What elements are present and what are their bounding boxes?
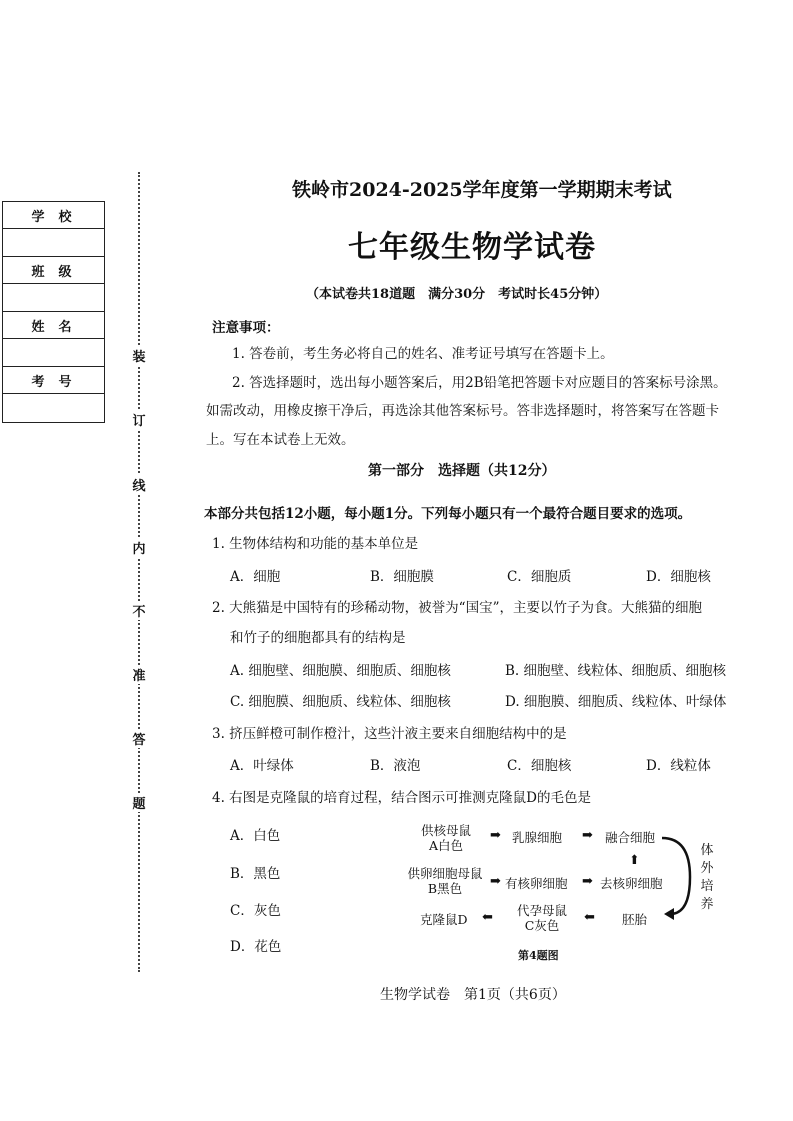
name-field[interactable] bbox=[3, 339, 104, 367]
surrogate-mouse bbox=[512, 903, 572, 933]
arrow-right-icon: ➡ bbox=[582, 874, 593, 889]
binding-char: 订 bbox=[132, 410, 146, 429]
culture-arrow-icon bbox=[660, 834, 696, 920]
q4-option-c[interactable]: C．灰色 bbox=[230, 903, 281, 919]
embryo: 胚胎 bbox=[622, 912, 648, 927]
class-label: 班级 bbox=[3, 257, 104, 284]
page-footer: 生物学试卷 第1页（共6页） bbox=[380, 987, 566, 1003]
figure-caption: 第4题图 bbox=[518, 949, 559, 962]
notice-heading: 注意事项： bbox=[212, 320, 280, 336]
question-2-stem-line-2: 和竹子的细胞都具有的结构是 bbox=[230, 630, 406, 646]
surrogate-color: C灰色 bbox=[524, 918, 560, 933]
fused-cell: 融合细胞 bbox=[605, 830, 656, 845]
exam-number-label: 考号 bbox=[3, 367, 104, 394]
donor-egg-label: 供卵细胞母鼠 bbox=[407, 866, 483, 881]
donor-egg-color: B黑色 bbox=[427, 881, 463, 896]
paper-title: 七年级生物学试卷 bbox=[348, 230, 596, 265]
enucleated-egg-cell: 去核卵细胞 bbox=[600, 876, 663, 891]
question-1-stem: 1. 生物体结构和功能的基本单位是 bbox=[212, 536, 419, 552]
binding-char: 线 bbox=[132, 475, 146, 494]
q4-option-b[interactable]: B．黑色 bbox=[230, 866, 281, 882]
mammary-cell: 乳腺细胞 bbox=[512, 830, 563, 845]
arrow-right-icon: ➡ bbox=[490, 874, 501, 889]
notice-item-1: 1. 答卷前，考生务必将自己的姓名、准考证号填写在答题卡上。 bbox=[232, 346, 614, 362]
nucleated-egg-cell: 有核卵细胞 bbox=[505, 876, 568, 891]
binding-char: 不 bbox=[132, 601, 146, 620]
binding-char: 装 bbox=[132, 346, 146, 365]
binding-char: 内 bbox=[132, 538, 146, 557]
binding-line bbox=[138, 172, 140, 972]
section-title: 第一部分 选择题（共12分） bbox=[368, 463, 556, 479]
arrow-right-icon: ➡ bbox=[582, 828, 593, 843]
q2-option-a[interactable]: A. 细胞壁、细胞膜、细胞质、细胞核 bbox=[230, 663, 451, 679]
donor-nucleus-label: 供核母鼠 bbox=[420, 823, 471, 838]
exam-title: 铁岭市2024-2025学年度第一学期期末考试 bbox=[292, 179, 672, 201]
q3-option-a[interactable]: A．叶绿体 bbox=[230, 758, 294, 774]
exam-number-field[interactable] bbox=[3, 394, 104, 422]
donor-nucleus-mouse bbox=[414, 823, 478, 853]
q2-option-b[interactable]: B. 细胞壁、线粒体、细胞质、细胞核 bbox=[505, 663, 727, 679]
clone-mouse: 克隆鼠D bbox=[420, 912, 468, 927]
notice-item-2-line-3: 上。写在本试卷上无效。 bbox=[206, 432, 355, 448]
q3-option-b[interactable]: B．液泡 bbox=[370, 758, 421, 774]
q4-option-a[interactable]: A．白色 bbox=[230, 828, 281, 844]
in-vitro-culture-label: 体外培养 bbox=[700, 843, 714, 912]
arrow-right-icon: ➡ bbox=[490, 828, 501, 843]
q4-option-d[interactable]: D．花色 bbox=[230, 939, 282, 955]
q2-option-d[interactable]: D. 细胞膜、细胞质、线粒体、叶绿体 bbox=[505, 694, 727, 710]
donor-egg-mouse bbox=[400, 866, 490, 896]
q3-option-c[interactable]: C．细胞核 bbox=[507, 758, 572, 774]
binding-char: 准 bbox=[132, 665, 146, 684]
q3-option-d[interactable]: D．线粒体 bbox=[646, 758, 711, 774]
binding-char: 答 bbox=[132, 729, 146, 748]
q1-option-b[interactable]: B．细胞膜 bbox=[370, 569, 434, 585]
arrow-up-icon: ⬆ bbox=[629, 853, 640, 868]
school-label: 学校 bbox=[3, 202, 104, 229]
name-label: 姓名 bbox=[3, 312, 104, 339]
question-2-stem-line-1: 2. 大熊猫是中国特有的珍稀动物，被誉为“国宝”，主要以竹子为食。大熊猫的细胞 bbox=[212, 600, 702, 616]
section-instruction: 本部分共包括12小题，每小题1分。下列每小题只有一个最符合题目要求的选项。 bbox=[204, 506, 692, 522]
q2-option-c[interactable]: C. 细胞膜、细胞质、线粒体、细胞核 bbox=[230, 694, 451, 710]
student-info-table bbox=[2, 201, 105, 423]
q1-option-d[interactable]: D．细胞核 bbox=[646, 569, 711, 585]
q1-option-c[interactable]: C．细胞质 bbox=[507, 569, 572, 585]
notice-item-2-line-2: 如需改动，用橡皮擦干净后，再选涂其他答案标号。答非选择题时，将答案写在答题卡 bbox=[206, 403, 719, 419]
class-field[interactable] bbox=[3, 284, 104, 312]
exam-info: （本试卷共18道题 满分30分 考试时长45分钟） bbox=[306, 287, 608, 302]
q1-option-a[interactable]: A．细胞 bbox=[230, 569, 281, 585]
question-3-stem: 3. 挤压鲜橙可制作橙汁，这些汁液主要来自细胞结构中的是 bbox=[212, 726, 567, 742]
surrogate-label: 代孕母鼠 bbox=[516, 903, 567, 918]
question-4-stem: 4. 右图是克隆鼠的培育过程，结合图示可推测克隆鼠D的毛色是 bbox=[212, 790, 591, 806]
school-field[interactable] bbox=[3, 229, 104, 257]
arrow-left-icon: ⬅ bbox=[584, 910, 595, 925]
arrow-left-icon: ⬅ bbox=[482, 910, 493, 925]
binding-char: 题 bbox=[132, 793, 146, 812]
donor-nucleus-color: A白色 bbox=[428, 838, 464, 853]
notice-item-2-line-1: 2. 答选择题时，选出每小题答案后，用2B铅笔把答题卡对应题目的答案标号涂黑。 bbox=[232, 375, 727, 391]
